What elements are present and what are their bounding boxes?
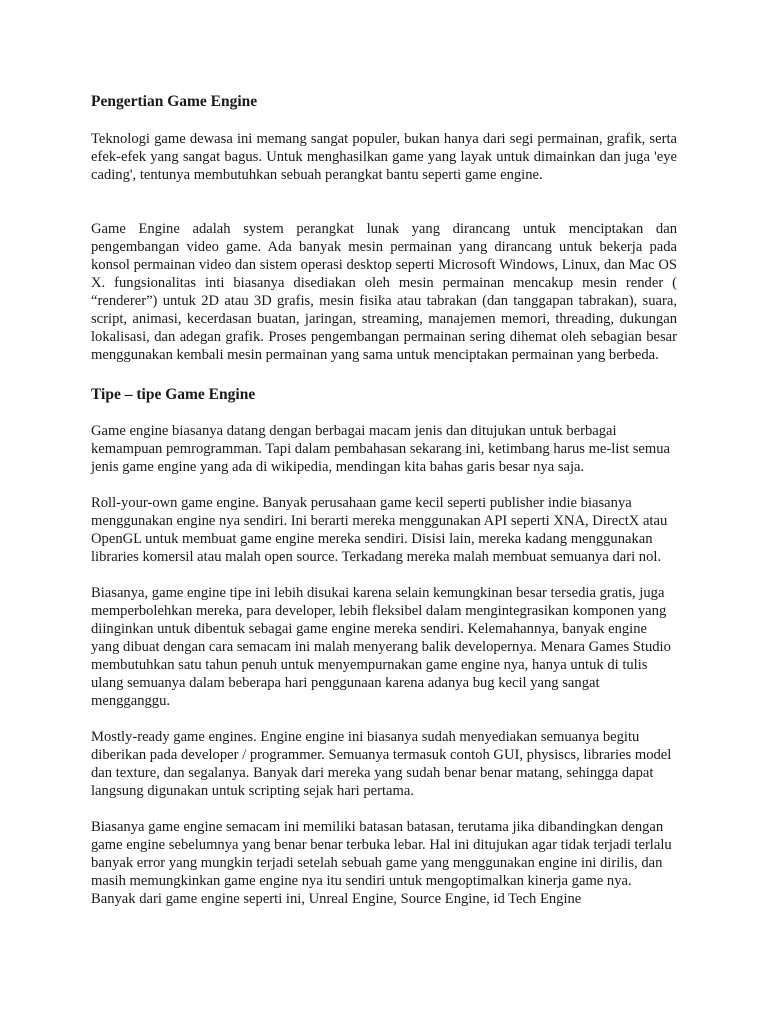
paragraph-intro: Teknologi game dewasa ini memang sangat populer, bukan hanya dari segi permainan, grafik, serta efek-efek yang sangat bagus. Untuk menghasilkan game yang layak untuk dimainkan dan juga 'eye cading', tentunya membutuhkan sebuah perangkat bantu seperti game engine. [91,131,677,183]
paragraph-roll-your-own-detail: Biasanya, game engine tipe ini lebih disukai karena selain kemungkinan besar tersedia gratis, juga memperbolehkan mereka, para developer, lebih fleksibel dalam mengintegrasikan komponen yang diinginkan untuk dibentuk sebagai game engine mereka sendiri. Kelemahannya, banyak engine yang dibuat dengan cara semacam ini malah menyerang balik developernya. Menara Games Studio membutuhkan satu tahun penuh untuk menyempurnakan game engine nya, hanya untuk di tulis ulang semuanya dalam beberapa hari penggunaan karena adanya bug kecil yang sangat mengganggu. [91,585,671,709]
section-title: Tipe – tipe Game Engine [91,386,256,403]
paragraph-roll-your-own: Roll-your-own game engine. Banyak perusahaan game kecil seperti publisher indie biasanya menggunakan engine nya sendiri. Ini berarti mereka menggunakan API seperti XNA, DirectX atau OpenGL untuk membuat game engine mereka sendiri. Disisi lain, mereka kadang menggunakan libraries komersil atau malah open source. Terkadang mereka malah membuat semuanya dari nol. [91,495,668,565]
paragraph-definition: Game Engine adalah system perangkat lunak yang dirancang untuk menciptakan dan pengembangan video game. Ada banyak mesin permainan yang dirancang untuk bekerja pada konsol permainan video dan sistem operasi desktop seperti Microsoft Windows, Linux, dan Mac OS X. fungsionalitas inti biasanya disediakan oleh mesin permainan mencakup mesin render ( “renderer”) untuk 2D atau 3D grafis, mesin fisika atau tabrakan (dan tanggapan tabrakan), suara, script, animasi, kecerdasan buatan, jaringan, streaming, manajemen memori, threading, dukungan lokalisasi, dan adegan grafik. Proses pengembangan permainan sering dihemat oleh sebagian besar menggunakan kembali mesin permainan yang sama untuk menciptakan permainan yang berbeda. [91,221,677,363]
paragraph-types-intro: Game engine biasanya datang dengan berbagai macam jenis dan ditujukan untuk berbagai kemampuan pemrogramman. Tapi dalam pembahasan sekarang ini, ketimbang harus me-list semua jenis game engine yang ada di wikipedia, mendingan kita bahas garis besar nya saja. [91,423,671,475]
paragraph-mostly-ready-detail: Biasanya game engine semacam ini memiliki batasan batasan, terutama jika dibandingkan dengan game engine sebelumnya yang benar benar terbuka lebar. Hal ini ditujukan agar tidak terjadi terlalu banyak error yang mungkin terjadi setelah sebuah game yang menggunakan engine ini dirilis, dan masih memungkinkan game engine nya itu sendiri untuk mengoptimalkan kinerja game nya. Banyak dari game engine seperti ini, Unreal Engine, Source Engine, id Tech Engine [91,819,672,907]
paragraph-mostly-ready: Mostly-ready game engines. Engine engine ini biasanya sudah menyediakan semuanya begitu diberikan pada developer / programmer. Semuanya termasuk contoh GUI, physiscs, libraries model dan texture, dan segalanya. Banyak dari mereka yang sudah benar benar matang, sehingga dapat langsung digunakan untuk scripting sejak hari pertama. [91,729,672,799]
page-title: Pengertian Game Engine [91,93,258,110]
document-page [91,93,677,926]
